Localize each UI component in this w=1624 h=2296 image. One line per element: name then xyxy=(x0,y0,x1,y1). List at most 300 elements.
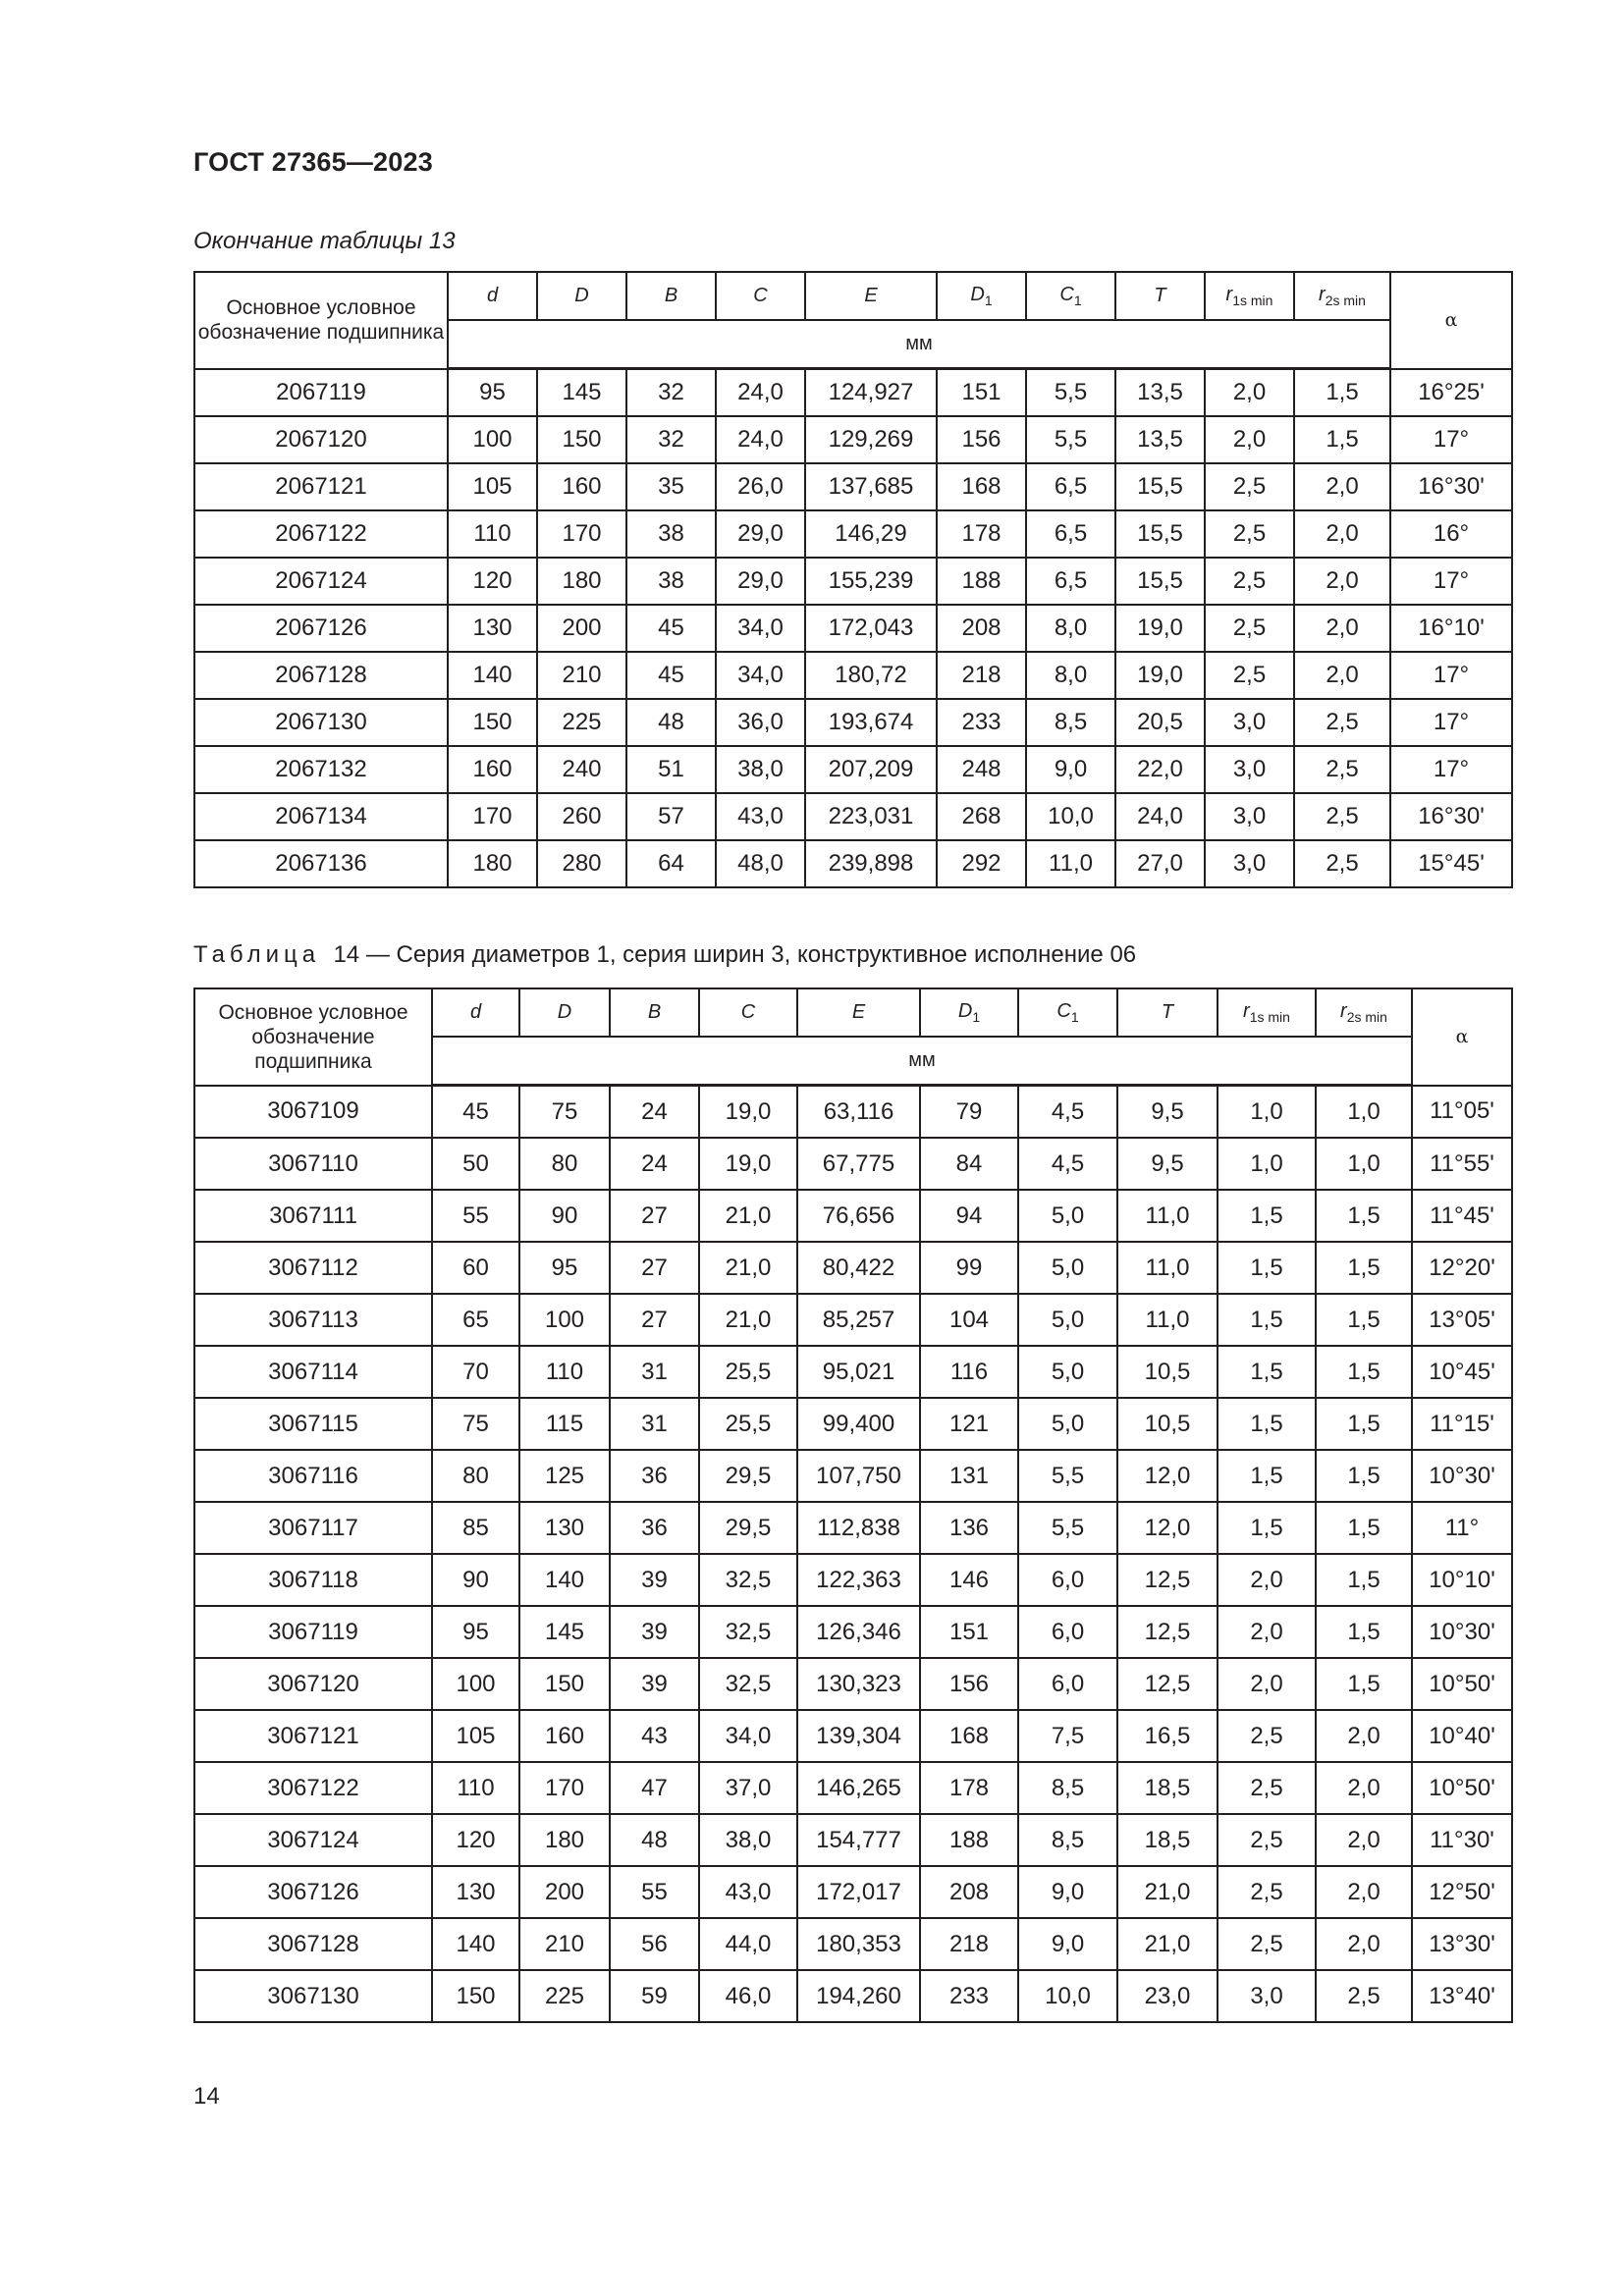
cell-D1: 292 xyxy=(937,840,1026,887)
table-row xyxy=(194,1918,1512,1970)
cell-C1: 9,0 xyxy=(1018,1866,1117,1918)
table-row xyxy=(194,369,1512,417)
cell-r1s-min: 1,5 xyxy=(1218,1190,1316,1242)
cell-D1: 104 xyxy=(920,1294,1018,1346)
cell-D: 95 xyxy=(519,1242,610,1294)
table-row xyxy=(194,1606,1512,1658)
cell-r2s-min: 2,0 xyxy=(1316,1918,1412,1970)
cell-designation: 2067128 xyxy=(194,652,448,699)
cell-E: 180,72 xyxy=(805,652,937,699)
cell-E: 124,927 xyxy=(805,369,937,417)
cell-C1: 5,0 xyxy=(1018,1398,1117,1450)
cell-alpha: 11° xyxy=(1412,1502,1512,1554)
cell-alpha: 11°15' xyxy=(1412,1398,1512,1450)
cell-D: 110 xyxy=(519,1346,610,1398)
cell-alpha: 13°30' xyxy=(1412,1918,1512,1970)
cell-designation: 3067110 xyxy=(194,1138,432,1190)
cell-T: 19,0 xyxy=(1115,605,1205,652)
cell-r1s-min: 3,0 xyxy=(1218,1970,1316,2022)
cell-designation: 2067132 xyxy=(194,746,448,793)
cell-r2s-min: 2,5 xyxy=(1294,746,1390,793)
cell-d: 110 xyxy=(432,1762,519,1814)
cell-C1: 4,5 xyxy=(1018,1086,1117,1139)
cell-C: 29,5 xyxy=(699,1502,797,1554)
cell-T: 11,0 xyxy=(1117,1242,1218,1294)
table14-caption xyxy=(193,941,1136,969)
cell-r1s-min: 1,5 xyxy=(1218,1242,1316,1294)
cell-r2s-min: 1,5 xyxy=(1316,1450,1412,1502)
cell-B: 35 xyxy=(626,463,716,510)
cell-E: 63,116 xyxy=(797,1086,920,1139)
cell-d: 160 xyxy=(448,746,537,793)
cell-D: 75 xyxy=(519,1086,610,1139)
cell-T: 12,5 xyxy=(1117,1658,1218,1710)
header-unit: мм xyxy=(448,320,1390,369)
cell-r1s-min: 2,5 xyxy=(1218,1762,1316,1814)
cell-E: 126,346 xyxy=(797,1606,920,1658)
table-row xyxy=(194,1138,1512,1190)
cell-B: 59 xyxy=(610,1970,699,2022)
cell-r2s-min: 2,5 xyxy=(1294,840,1390,887)
cell-d: 130 xyxy=(432,1866,519,1918)
table14-caption-prefix: Таблица xyxy=(193,941,321,968)
cell-C1: 5,0 xyxy=(1018,1294,1117,1346)
cell-T: 13,5 xyxy=(1115,369,1205,417)
cell-d: 50 xyxy=(432,1138,519,1190)
cell-C1: 8,5 xyxy=(1026,699,1115,746)
cell-E: 146,265 xyxy=(797,1762,920,1814)
cell-C: 46,0 xyxy=(699,1970,797,2022)
table-row xyxy=(194,1242,1512,1294)
cell-D: 200 xyxy=(537,605,626,652)
cell-C: 43,0 xyxy=(699,1866,797,1918)
table-row xyxy=(194,793,1512,840)
cell-C: 34,0 xyxy=(699,1710,797,1762)
table-row xyxy=(194,1658,1512,1710)
cell-r1s-min: 3,0 xyxy=(1205,699,1294,746)
cell-T: 13,5 xyxy=(1115,416,1205,463)
cell-B: 31 xyxy=(610,1346,699,1398)
cell-C1: 4,5 xyxy=(1018,1138,1117,1190)
cell-designation: 2067134 xyxy=(194,793,448,840)
cell-r2s-min: 1,0 xyxy=(1316,1086,1412,1139)
cell-r2s-min: 2,0 xyxy=(1294,510,1390,558)
cell-C1: 6,0 xyxy=(1018,1658,1117,1710)
cell-r1s-min: 3,0 xyxy=(1205,793,1294,840)
table-row xyxy=(194,840,1512,887)
cell-B: 56 xyxy=(610,1918,699,1970)
cell-designation: 3067120 xyxy=(194,1658,432,1710)
cell-d: 55 xyxy=(432,1190,519,1242)
cell-r1s-min: 1,5 xyxy=(1218,1450,1316,1502)
table-row xyxy=(194,463,1512,510)
cell-r1s-min: 2,5 xyxy=(1205,558,1294,605)
cell-D1: 218 xyxy=(937,652,1026,699)
cell-r2s-min: 2,0 xyxy=(1316,1710,1412,1762)
cell-designation: 3067117 xyxy=(194,1502,432,1554)
cell-E: 146,29 xyxy=(805,510,937,558)
cell-d: 120 xyxy=(432,1814,519,1866)
header-B: B xyxy=(610,988,699,1037)
table-row xyxy=(194,1502,1512,1554)
header-C1: $C_1$ xyxy=(1026,272,1115,320)
cell-r1s-min: 2,0 xyxy=(1205,416,1294,463)
cell-T: 15,5 xyxy=(1115,558,1205,605)
cell-T: 16,5 xyxy=(1117,1710,1218,1762)
cell-alpha: 16°25' xyxy=(1390,369,1512,417)
document-header: ГОСТ 27365—2023 xyxy=(193,147,433,177)
cell-C: 25,5 xyxy=(699,1346,797,1398)
cell-D: 200 xyxy=(519,1866,610,1918)
cell-E: 107,750 xyxy=(797,1450,920,1502)
cell-alpha: 10°10' xyxy=(1412,1554,1512,1606)
cell-T: 24,0 xyxy=(1115,793,1205,840)
cell-C1: 6,5 xyxy=(1026,510,1115,558)
cell-designation: 3067121 xyxy=(194,1710,432,1762)
cell-E: 193,674 xyxy=(805,699,937,746)
header-E: E xyxy=(805,272,937,320)
cell-B: 36 xyxy=(610,1450,699,1502)
cell-d: 110 xyxy=(448,510,537,558)
cell-B: 24 xyxy=(610,1086,699,1139)
cell-D: 260 xyxy=(537,793,626,840)
cell-D: 150 xyxy=(537,416,626,463)
cell-E: 76,656 xyxy=(797,1190,920,1242)
cell-E: 122,363 xyxy=(797,1554,920,1606)
header-r2s-min: $r_{2s min}$ xyxy=(1294,272,1390,320)
cell-C: 38,0 xyxy=(699,1814,797,1866)
cell-D1: 79 xyxy=(920,1086,1018,1139)
header-d: d xyxy=(432,988,519,1037)
cell-B: 38 xyxy=(626,558,716,605)
page-number: 14 xyxy=(193,2083,220,2109)
header-E: E xyxy=(797,988,920,1037)
cell-r1s-min: 1,0 xyxy=(1218,1086,1316,1139)
cell-D1: 168 xyxy=(920,1710,1018,1762)
cell-C1: 9,0 xyxy=(1018,1918,1117,1970)
cell-T: 15,5 xyxy=(1115,463,1205,510)
cell-D: 210 xyxy=(519,1918,610,1970)
cell-designation: 2067119 xyxy=(194,369,448,417)
cell-r1s-min: 2,5 xyxy=(1205,652,1294,699)
cell-D: 280 xyxy=(537,840,626,887)
cell-D1: 208 xyxy=(920,1866,1018,1918)
cell-C: 21,0 xyxy=(699,1294,797,1346)
cell-D: 210 xyxy=(537,652,626,699)
cell-alpha: 16°10' xyxy=(1390,605,1512,652)
cell-T: 20,5 xyxy=(1115,699,1205,746)
header-D1: $D_1$ xyxy=(937,272,1026,320)
cell-T: 11,0 xyxy=(1117,1294,1218,1346)
cell-r1s-min: 3,0 xyxy=(1205,746,1294,793)
cell-alpha: 10°50' xyxy=(1412,1658,1512,1710)
cell-C1: 7,5 xyxy=(1018,1710,1117,1762)
table13 xyxy=(193,271,1513,888)
header-alpha: α xyxy=(1390,272,1512,369)
cell-r1s-min: 1,5 xyxy=(1218,1502,1316,1554)
cell-r1s-min: 2,5 xyxy=(1218,1918,1316,1970)
cell-C: 44,0 xyxy=(699,1918,797,1970)
header-unit: мм xyxy=(432,1037,1412,1086)
header-d: d xyxy=(448,272,537,320)
cell-T: 12,0 xyxy=(1117,1450,1218,1502)
cell-designation: 3067119 xyxy=(194,1606,432,1658)
cell-r2s-min: 1,5 xyxy=(1316,1606,1412,1658)
cell-r2s-min: 2,0 xyxy=(1294,558,1390,605)
cell-r2s-min: 2,0 xyxy=(1294,652,1390,699)
cell-E: 85,257 xyxy=(797,1294,920,1346)
cell-C: 32,5 xyxy=(699,1658,797,1710)
cell-alpha: 17° xyxy=(1390,558,1512,605)
cell-designation: 3067116 xyxy=(194,1450,432,1502)
cell-d: 85 xyxy=(432,1502,519,1554)
cell-B: 39 xyxy=(610,1606,699,1658)
cell-r1s-min: 1,0 xyxy=(1218,1138,1316,1190)
cell-B: 31 xyxy=(610,1398,699,1450)
cell-designation: 2067121 xyxy=(194,463,448,510)
cell-D1: 94 xyxy=(920,1190,1018,1242)
cell-B: 39 xyxy=(610,1554,699,1606)
cell-C1: 10,0 xyxy=(1018,1970,1117,2022)
table14 xyxy=(193,988,1513,2023)
cell-T: 15,5 xyxy=(1115,510,1205,558)
cell-D: 115 xyxy=(519,1398,610,1450)
cell-designation: 3067130 xyxy=(194,1970,432,2022)
cell-alpha: 17° xyxy=(1390,652,1512,699)
cell-B: 38 xyxy=(626,510,716,558)
cell-C1: 5,0 xyxy=(1018,1242,1117,1294)
cell-alpha: 12°20' xyxy=(1412,1242,1512,1294)
table-row xyxy=(194,1554,1512,1606)
cell-C: 38,0 xyxy=(716,746,805,793)
cell-T: 11,0 xyxy=(1117,1190,1218,1242)
cell-d: 105 xyxy=(432,1710,519,1762)
cell-r2s-min: 1,5 xyxy=(1316,1554,1412,1606)
cell-C: 36,0 xyxy=(716,699,805,746)
cell-r2s-min: 1,5 xyxy=(1316,1242,1412,1294)
cell-d: 170 xyxy=(448,793,537,840)
cell-r2s-min: 1,5 xyxy=(1294,416,1390,463)
cell-d: 130 xyxy=(448,605,537,652)
cell-D: 100 xyxy=(519,1294,610,1346)
cell-D1: 151 xyxy=(937,369,1026,417)
cell-C: 43,0 xyxy=(716,793,805,840)
cell-C1: 8,5 xyxy=(1018,1762,1117,1814)
cell-T: 12,5 xyxy=(1117,1554,1218,1606)
cell-C: 32,5 xyxy=(699,1554,797,1606)
cell-D1: 168 xyxy=(937,463,1026,510)
cell-r2s-min: 2,0 xyxy=(1294,463,1390,510)
cell-E: 139,304 xyxy=(797,1710,920,1762)
cell-d: 45 xyxy=(432,1086,519,1139)
cell-B: 27 xyxy=(610,1190,699,1242)
cell-E: 172,017 xyxy=(797,1866,920,1918)
cell-r1s-min: 2,0 xyxy=(1218,1658,1316,1710)
cell-C1: 5,5 xyxy=(1018,1450,1117,1502)
cell-B: 47 xyxy=(610,1762,699,1814)
cell-designation: 3067122 xyxy=(194,1762,432,1814)
table-row xyxy=(194,1710,1512,1762)
cell-designation: 3067109 xyxy=(194,1086,432,1139)
table-row xyxy=(194,1970,1512,2022)
cell-alpha: 11°30' xyxy=(1412,1814,1512,1866)
cell-T: 18,5 xyxy=(1117,1814,1218,1866)
cell-B: 27 xyxy=(610,1294,699,1346)
cell-D: 240 xyxy=(537,746,626,793)
cell-D: 150 xyxy=(519,1658,610,1710)
cell-D1: 121 xyxy=(920,1398,1018,1450)
cell-r1s-min: 2,5 xyxy=(1205,510,1294,558)
cell-C1: 5,0 xyxy=(1018,1190,1117,1242)
cell-B: 36 xyxy=(610,1502,699,1554)
cell-designation: 3067115 xyxy=(194,1398,432,1450)
cell-D1: 99 xyxy=(920,1242,1018,1294)
cell-C1: 5,5 xyxy=(1026,369,1115,417)
header-designation: Основное условное обозначение подшипника xyxy=(194,988,432,1086)
cell-C: 19,0 xyxy=(699,1138,797,1190)
cell-d: 120 xyxy=(448,558,537,605)
cell-r2s-min: 1,5 xyxy=(1316,1190,1412,1242)
cell-B: 45 xyxy=(626,605,716,652)
cell-C1: 8,0 xyxy=(1026,605,1115,652)
cell-r2s-min: 2,5 xyxy=(1294,699,1390,746)
cell-D1: 188 xyxy=(937,558,1026,605)
cell-E: 207,209 xyxy=(805,746,937,793)
table-row xyxy=(194,605,1512,652)
cell-B: 51 xyxy=(626,746,716,793)
cell-designation: 2067120 xyxy=(194,416,448,463)
cell-d: 60 xyxy=(432,1242,519,1294)
cell-r2s-min: 1,0 xyxy=(1316,1138,1412,1190)
cell-d: 65 xyxy=(432,1294,519,1346)
cell-B: 39 xyxy=(610,1658,699,1710)
cell-r2s-min: 1,5 xyxy=(1316,1398,1412,1450)
cell-D: 160 xyxy=(537,463,626,510)
cell-alpha: 17° xyxy=(1390,416,1512,463)
cell-r2s-min: 2,0 xyxy=(1316,1762,1412,1814)
cell-alpha: 12°50' xyxy=(1412,1866,1512,1918)
cell-B: 27 xyxy=(610,1242,699,1294)
cell-designation: 3067113 xyxy=(194,1294,432,1346)
cell-D1: 84 xyxy=(920,1138,1018,1190)
cell-E: 154,777 xyxy=(797,1814,920,1866)
cell-designation: 3067114 xyxy=(194,1346,432,1398)
cell-C: 34,0 xyxy=(716,605,805,652)
cell-E: 180,353 xyxy=(797,1918,920,1970)
cell-E: 239,898 xyxy=(805,840,937,887)
cell-d: 100 xyxy=(448,416,537,463)
cell-C: 21,0 xyxy=(699,1242,797,1294)
cell-alpha: 16°30' xyxy=(1390,463,1512,510)
cell-r1s-min: 2,0 xyxy=(1205,369,1294,417)
cell-alpha: 10°30' xyxy=(1412,1450,1512,1502)
cell-alpha: 16° xyxy=(1390,510,1512,558)
cell-r1s-min: 1,5 xyxy=(1218,1398,1316,1450)
cell-alpha: 13°05' xyxy=(1412,1294,1512,1346)
cell-D1: 233 xyxy=(937,699,1026,746)
cell-C1: 11,0 xyxy=(1026,840,1115,887)
cell-D1: 156 xyxy=(937,416,1026,463)
cell-r1s-min: 2,5 xyxy=(1218,1710,1316,1762)
cell-designation: 2067130 xyxy=(194,699,448,746)
cell-alpha: 10°40' xyxy=(1412,1710,1512,1762)
cell-r1s-min: 2,5 xyxy=(1218,1814,1316,1866)
cell-D: 140 xyxy=(519,1554,610,1606)
cell-d: 80 xyxy=(432,1450,519,1502)
table-row xyxy=(194,558,1512,605)
table-row xyxy=(194,1398,1512,1450)
cell-E: 80,422 xyxy=(797,1242,920,1294)
cell-r1s-min: 1,5 xyxy=(1218,1346,1316,1398)
header-D: D xyxy=(537,272,626,320)
cell-alpha: 10°50' xyxy=(1412,1762,1512,1814)
cell-D1: 116 xyxy=(920,1346,1018,1398)
table-row xyxy=(194,1086,1512,1139)
cell-T: 23,0 xyxy=(1117,1970,1218,2022)
header-C1: $C_1$ xyxy=(1018,988,1117,1037)
cell-C: 48,0 xyxy=(716,840,805,887)
cell-alpha: 10°30' xyxy=(1412,1606,1512,1658)
cell-alpha: 15°45' xyxy=(1390,840,1512,887)
cell-alpha: 13°40' xyxy=(1412,1970,1512,2022)
table-row xyxy=(194,1866,1512,1918)
table-row xyxy=(194,699,1512,746)
cell-designation: 3067128 xyxy=(194,1918,432,1970)
cell-B: 57 xyxy=(626,793,716,840)
cell-C1: 5,5 xyxy=(1026,416,1115,463)
table-row xyxy=(194,1762,1512,1814)
header-D: D xyxy=(519,988,610,1037)
cell-C: 34,0 xyxy=(716,652,805,699)
cell-T: 22,0 xyxy=(1115,746,1205,793)
cell-T: 9,5 xyxy=(1117,1138,1218,1190)
cell-r1s-min: 2,5 xyxy=(1205,463,1294,510)
cell-alpha: 17° xyxy=(1390,746,1512,793)
cell-C1: 6,0 xyxy=(1018,1554,1117,1606)
cell-r1s-min: 1,5 xyxy=(1218,1294,1316,1346)
cell-D: 170 xyxy=(519,1762,610,1814)
header-r2s-min: $r_{2s min}$ xyxy=(1316,988,1412,1037)
cell-C1: 8,5 xyxy=(1018,1814,1117,1866)
cell-designation: 2067126 xyxy=(194,605,448,652)
cell-C1: 6,5 xyxy=(1026,463,1115,510)
header-alpha: α xyxy=(1412,988,1512,1086)
cell-B: 24 xyxy=(610,1138,699,1190)
table13-caption: Окончание таблицы 13 xyxy=(193,228,456,254)
cell-T: 21,0 xyxy=(1117,1918,1218,1970)
cell-D1: 151 xyxy=(920,1606,1018,1658)
cell-d: 140 xyxy=(432,1918,519,1970)
cell-d: 150 xyxy=(432,1970,519,2022)
cell-D: 125 xyxy=(519,1450,610,1502)
header-B: B xyxy=(626,272,716,320)
cell-D: 170 xyxy=(537,510,626,558)
cell-B: 43 xyxy=(610,1710,699,1762)
cell-C: 37,0 xyxy=(699,1762,797,1814)
cell-D: 130 xyxy=(519,1502,610,1554)
header-designation: Основное условное обозначение подшипника xyxy=(194,272,448,369)
cell-alpha: 11°45' xyxy=(1412,1190,1512,1242)
cell-D: 225 xyxy=(537,699,626,746)
cell-C1: 6,0 xyxy=(1018,1606,1117,1658)
cell-designation: 3067111 xyxy=(194,1190,432,1242)
cell-r1s-min: 2,0 xyxy=(1218,1554,1316,1606)
cell-r2s-min: 2,0 xyxy=(1316,1814,1412,1866)
cell-T: 27,0 xyxy=(1115,840,1205,887)
cell-C: 21,0 xyxy=(699,1190,797,1242)
cell-T: 19,0 xyxy=(1115,652,1205,699)
cell-designation: 2067124 xyxy=(194,558,448,605)
